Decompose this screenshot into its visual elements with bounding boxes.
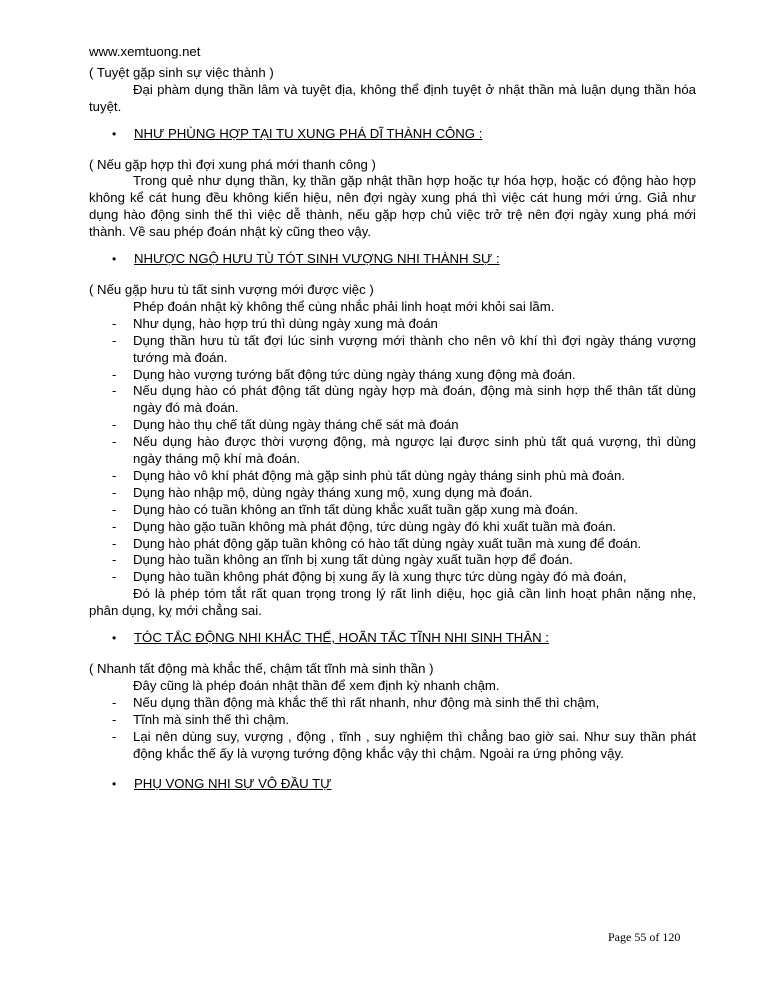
bullet-icon: • <box>112 126 117 141</box>
section2-heading: NHƯỢC NGỘ HƯU TÙ TÓT SINH VƯỢNG NHI THÀNH SỰ : <box>134 251 500 267</box>
section3-subtitle: ( Nhanh tất động mà khắc thế, chậm tất tĩnh mà sinh thần ) <box>89 661 434 676</box>
dash-icon: - <box>112 383 117 399</box>
bullet-icon: • <box>112 777 117 792</box>
list-item: - Dụng hào nhập mộ, dùng ngày tháng xung mộ, xung dụng mà đoán. <box>89 485 696 502</box>
section4-heading-row <box>89 776 696 793</box>
list-item: - Dụng thần hưu tù tất đợi lúc sinh vượng mới thành cho nên vô khí thì đợi ngày tháng vượng tướng mà đoán. <box>89 333 696 367</box>
section2-subtitle: ( Nếu gặp hưu tù tất sinh vượng mới được việc ) <box>89 281 374 297</box>
dash-icon: - <box>112 694 117 710</box>
section1-paragraph: Trong quẻ như dụng thần, kỵ thần gặp nhật thần hợp hoặc tự hóa hợp, hoặc có động hào hợp không kể cát hung đều không kiến hiệu, nên đợi ngày xung phá thì việc cát hung mới ứng. Giả như dụng hào động sinh thế thì việc dễ thành, nếu gặp hợp chủ việc trở trệ nên đợi ngày xung phá mới thành. Về sau phép đoán nhật kỳ cũng theo vậy. <box>89 173 696 240</box>
page-number: Page 55 of 120 <box>608 930 681 944</box>
section2-intro: Phép đoán nhật kỳ không thể cùng nhắc phải linh hoạt mới khỏi sai lầm. <box>133 298 555 314</box>
section2-heading-row <box>89 251 696 268</box>
bullet-icon: • <box>112 252 117 267</box>
list-item: - Dụng hào gặo tuần không mà phát động, tức dùng ngày đó khi xuất tuần mà đoán. <box>89 519 696 536</box>
dash-icon: - <box>112 552 117 568</box>
section2-list <box>89 316 696 587</box>
list-item: - Dụng hào tuần không phát động bị xung ấy là xung thực tức dùng ngày đó mà đoán, <box>89 569 696 586</box>
dash-icon: - <box>112 484 117 500</box>
dash-icon: - <box>112 728 117 744</box>
dash-icon: - <box>112 315 117 331</box>
list-item: - Nếu dụng thần động mà khắc thế thì rất nhanh, như động mà sinh thế thì chậm, <box>89 695 696 712</box>
intro-subtitle: ( Tuyệt gặp sinh sự việc thành ) <box>89 64 274 80</box>
list-item: - Dụng hào vượng tướng bất động tức dùng ngày tháng xung động mà đoán. <box>89 367 696 384</box>
document-page <box>89 44 696 807</box>
list-item: - Nếu dụng hào có phát động tất dùng ngày hợp mà đoán, động mà sinh hợp thế thân tất dùng ngày đó mà đoán. <box>89 383 696 417</box>
section3-heading-row <box>89 630 696 647</box>
dash-icon: - <box>112 434 117 450</box>
section3-heading: TÓC TẮC ĐỘNG NHI KHẮC THẾ, HOÃN TẮC TĨNH NHI SINH THÂN : <box>134 630 549 646</box>
dash-icon: - <box>112 332 117 348</box>
dash-icon: - <box>112 518 117 534</box>
dash-icon: - <box>112 501 117 517</box>
section3-list <box>89 695 696 763</box>
section4-heading: PHỤ VONG NHI SỰ VÔ ĐẦU TỰ <box>134 776 332 792</box>
section1-heading-row <box>89 126 696 143</box>
intro-paragraph: Đại phàm dụng thần lâm và tuyệt địa, không thể định tuyệt ở nhật thần mà luận dụng thần hóa tuyệt. <box>89 81 696 114</box>
dash-icon: - <box>112 535 117 551</box>
dash-icon: - <box>112 711 117 727</box>
list-item: - Lại nên dùng suy, vượng , động , tĩnh , suy nghiệm thì chẳng bao giờ sai. Như suy thần phát động khắc thế ấy là vượng tướng động khắc vậy thì chậm. Ngoài ra ứng phỏng vậy. <box>89 729 696 763</box>
list-item: - Nếu dụng hào được thời vượng động, mà ngược lại được sinh phù tất quá vượng, thì dùng ngày tháng mộ khí mà đoán. <box>89 434 696 468</box>
list-item: - Dụng hào có tuần không an tĩnh tất dùng khắc xuất tuần gặp xung mà đoán. <box>89 502 696 519</box>
list-item: - Dụng hào thụ chế tất dùng ngày tháng chế sát mà đoán <box>89 417 696 434</box>
dash-icon: - <box>112 569 117 585</box>
section2-closing: Đó là phép tóm tắt rất quan trọng trong lý rất linh diệu, học giả cần linh hoạt phân nặng nhẹ, phân dụng, kỵ mới chẳng sai. <box>89 586 696 619</box>
list-item: - Dụng hào vô khí phát động mà gặp sinh phù tất dùng ngày tháng sinh phù mà đoán. <box>89 468 696 485</box>
list-item: - Tĩnh mà sinh thế thì chậm. <box>89 712 696 729</box>
dash-icon: - <box>112 417 117 433</box>
list-item: - Dụng hào phát động gặp tuần không có hào tất dùng ngày xuất tuần mà xung để đoán. <box>89 536 696 553</box>
section1-subtitle: ( Nếu gặp hợp thì đợi xung phá mới thanh công ) <box>89 156 376 172</box>
list-item: - Như dụng, hào hợp trú thì dùng ngày xung mà đoán <box>89 316 696 333</box>
list-item: - Dụng hào tuần không an tĩnh bị xung tất dùng ngày xuất tuần hợp để đoán. <box>89 552 696 569</box>
section1-heading: NHƯ PHÙNG HỢP TẠI TU XUNG PHÁ DĨ THÀNH CÔNG : <box>134 125 483 141</box>
dash-icon: - <box>112 366 117 382</box>
section3-intro: Đây cũng là phép đoán nhật thần để xem định kỳ nhanh chậm. <box>133 677 500 693</box>
site-url[interactable]: www.xemtuong.net <box>89 44 201 59</box>
dash-icon: - <box>112 467 117 483</box>
bullet-icon: • <box>112 631 117 646</box>
